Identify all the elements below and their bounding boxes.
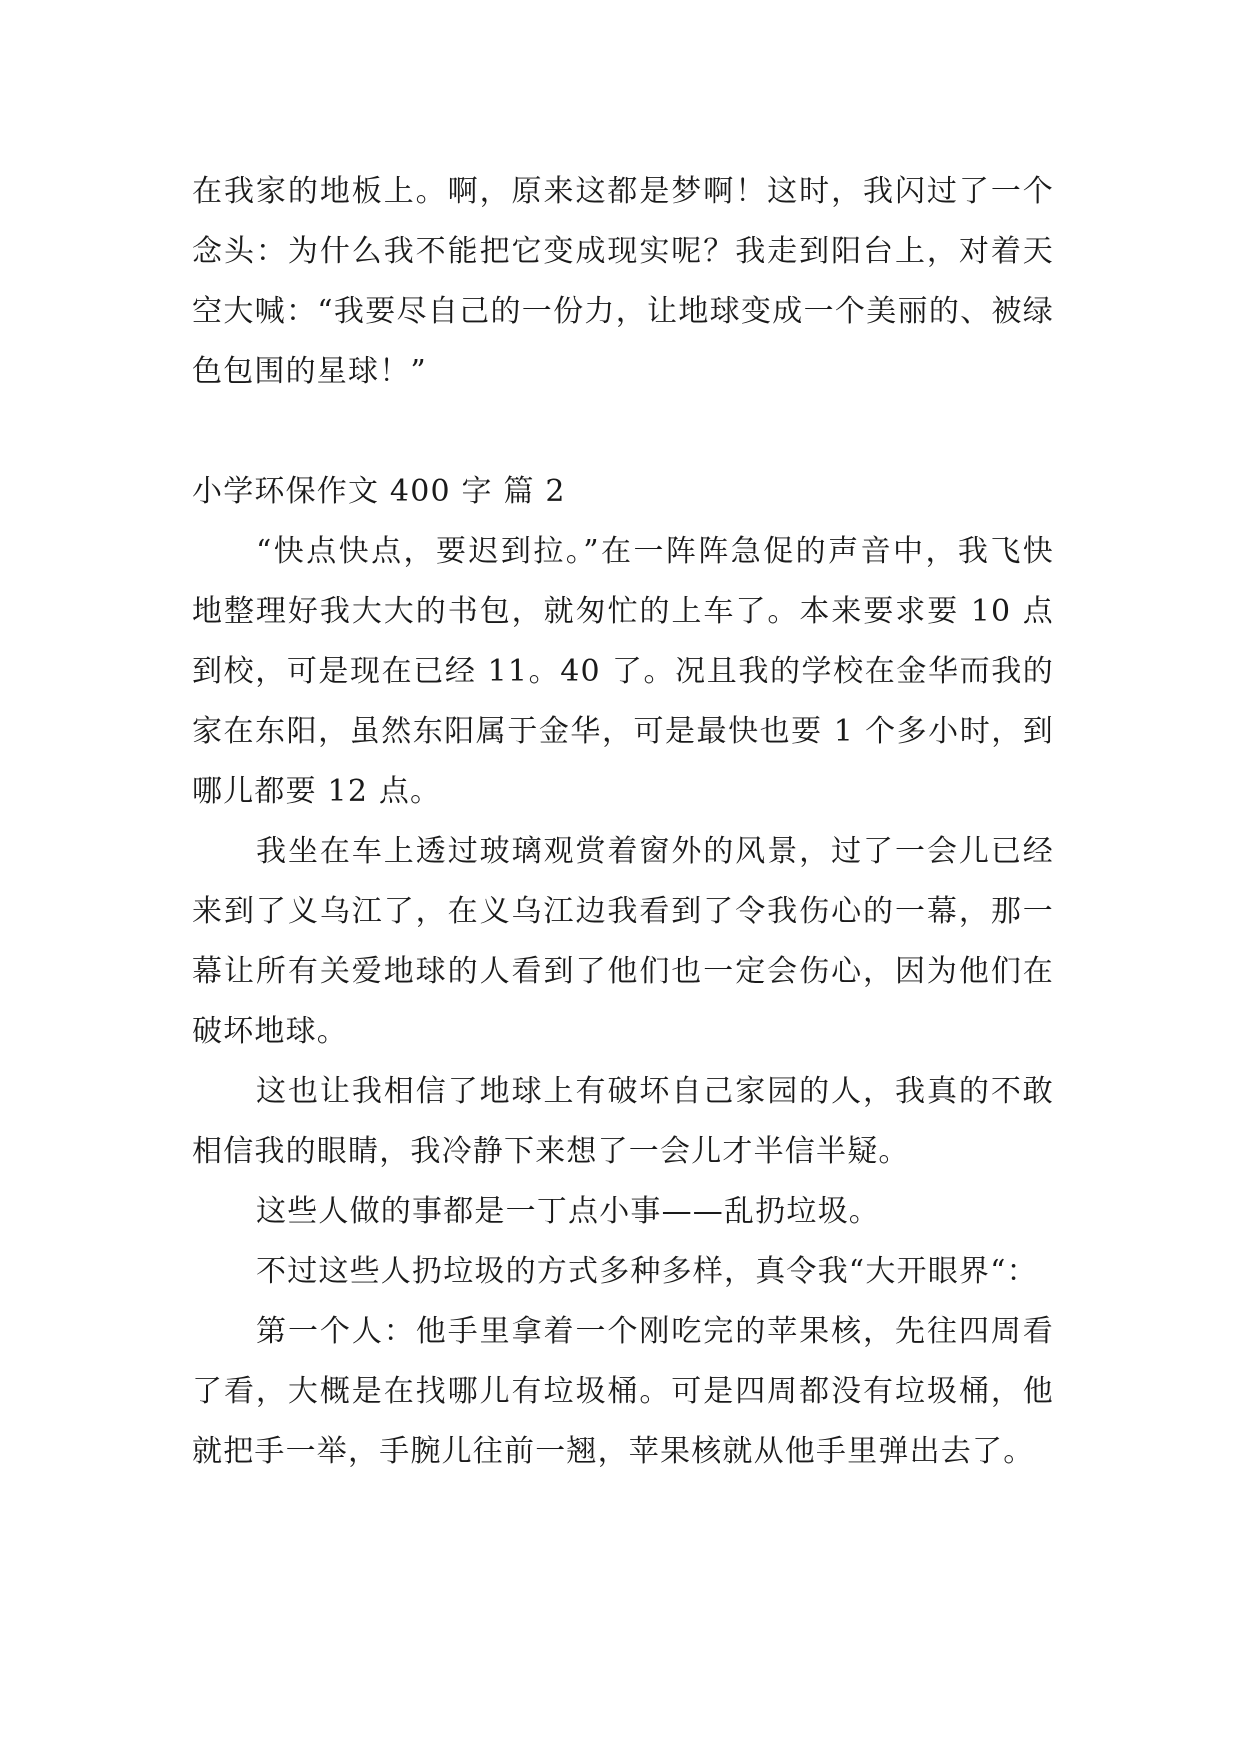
- continuation-paragraph: 在我家的地板上。啊，原来这都是梦啊！这时，我闪过了一个念头：为什么我不能把它变成现实呢？我走到阳台上，对着天空大喊：“我要尽自己的一份力，让地球变成一个美丽的、被绿色包围的星球！”: [192, 174, 1054, 389]
- paragraph-4: 这些人做的事都是一丁点小事——乱扔垃圾。: [256, 1194, 880, 1229]
- section-title: 小学环保作文 400 字 篇 2: [192, 474, 566, 509]
- paragraph-5: 不过这些人扔垃圾的方式多种多样，真令我“大开眼界“：: [256, 1254, 1038, 1289]
- paragraph-3: 这也让我相信了地球上有破坏自己家园的人，我真的不敢相信我的眼睛，我冷静下来想了一会儿才半信半疑。: [192, 1074, 1054, 1169]
- paragraph-2: 我坐在车上透过玻璃观赏着窗外的风景，过了一会儿已经来到了义乌江了，在义乌江边我看到了令我伤心的一幕，那一幕让所有关爱地球的人看到了他们也一定会伤心，因为他们在破坏地球。: [192, 834, 1054, 1049]
- paragraph-6: 第一个人：他手里拿着一个刚吃完的苹果核，先往四周看了看，大概是在找哪儿有垃圾桶。可是四周都没有垃圾桶，他就把手一举，手腕儿往前一翘，苹果核就从他手里弹出去了。: [192, 1314, 1054, 1469]
- document-body: [192, 162, 1054, 1482]
- section-spacer: [192, 402, 1054, 462]
- paragraph-1: “快点快点，要迟到拉。”在一阵阵急促的声音中，我飞快地整理好我大大的书包，就匆忙的上车了。本来要求要 10 点到校，可是现在已经 11。40 了。况且我的学校在金华而我的家在东阳，虽然东阳属于金华，可是最快也要 1 个多小时，到哪儿都要 12 点。: [192, 534, 1054, 809]
